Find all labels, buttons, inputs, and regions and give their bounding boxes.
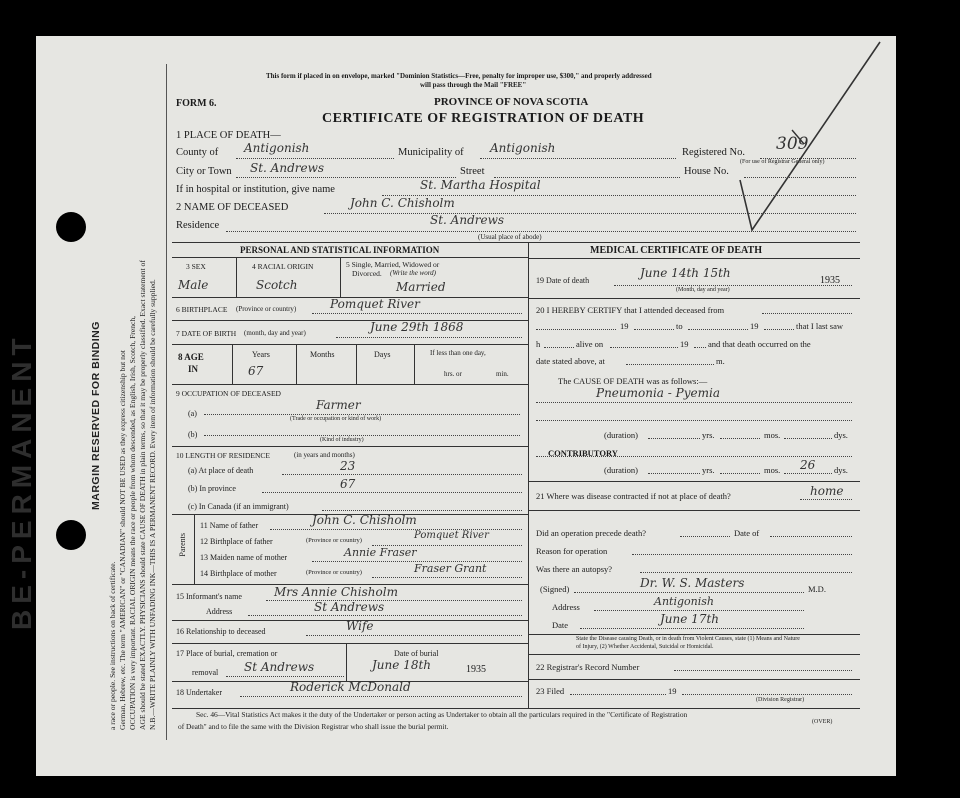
undertaker-label: 18 Undertaker (176, 688, 222, 697)
months-label: Months (310, 350, 335, 359)
margin-instructions-3: OCCUPATION is very important. RACIAL ORIGIN means the race or people from whom descended, as English, Irish, Scotch, French, (128, 315, 137, 730)
medical-heading: MEDICAL CERTIFICATE OF DEATH (590, 245, 762, 256)
registered-no-label: Registered No. (682, 147, 745, 158)
alive-on-label: alive on (576, 339, 604, 349)
contracted-value: home (810, 484, 844, 498)
hospital-label: If in hospital or institution, give name (176, 184, 335, 195)
m-label: m. (716, 356, 725, 366)
certify-19-a: 19 (620, 321, 629, 331)
mother-birthplace-label: 14 Birthplace of mother (200, 569, 277, 578)
disease-note-1: State the Disease causing Death, or in death from Violent Causes, state (1) Means and Nature (576, 636, 800, 642)
medical-address-label: Address (552, 602, 580, 612)
cause-label: The CAUSE OF DEATH was as follows:— (558, 376, 708, 386)
column-divider (528, 242, 529, 708)
operation-label: Did an operation precede death? (536, 528, 646, 538)
occupation-b-note: (Kind of industry) (320, 437, 364, 443)
medical-address-value: Antigonish (654, 595, 714, 608)
dob-note: (month, day and year) (244, 329, 306, 337)
binding-hole-bottom (56, 520, 86, 550)
registered-no-value: 309 (776, 134, 809, 154)
city-value: St. Andrews (250, 161, 325, 175)
sex-value: Male (178, 278, 209, 292)
disease-note-2: of Injury, (2) Whether Accidental, Suicidal or Homicidal. (576, 644, 714, 650)
sex-label: 3 SEX (186, 262, 206, 271)
occupation-a-note: (Trade or occupation or kind of work) (290, 416, 382, 422)
date-of-death-label: 19 Date of death (536, 276, 590, 285)
hospital-value: St. Martha Hospital (420, 178, 541, 192)
residence-note: (Usual place of abode) (478, 233, 542, 241)
county-value: Antigonish (244, 141, 310, 155)
form-number: FORM 6. (176, 98, 217, 109)
municipality-label: Municipality of (398, 147, 464, 158)
street-label: Street (460, 166, 485, 177)
certify-19-c: 19 (680, 339, 689, 349)
last-saw-label: that I last saw (796, 321, 843, 331)
age-label-1: 8 AGE (178, 352, 204, 362)
father-birthplace-value: Pomquet River (414, 530, 489, 541)
cause-value: Pneumonia - Pyemia (596, 386, 720, 400)
division-registrar-note: (Division Registrar) (756, 697, 805, 703)
margin-instructions-5: a race or people. See instructions on back of certificate. (108, 561, 117, 730)
municipality-value: Antigonish (490, 141, 556, 155)
contrib-days-value: 26 (800, 458, 816, 472)
signed-value: Dr. W. S. Masters (640, 576, 745, 590)
marital-value: Married (396, 280, 446, 294)
racial-value: Scotch (256, 278, 298, 292)
margin-instructions-2: AGE should be stated EXACTLY. PHYSICIANS should state CAUSE OF DEATH in plain terms, so that it may be properly classified. Exact statement of (138, 260, 147, 730)
informant-label: 15 Informant's name (176, 592, 242, 601)
deceased-name-value: John C. Chisholm (350, 196, 455, 210)
informant-address-label: Address (206, 607, 233, 616)
house-no-label: House No. (684, 166, 729, 177)
place-of-death-label: 1 PLACE OF DEATH— (176, 130, 281, 141)
mother-name-label: 13 Maiden name of mother (200, 553, 288, 562)
at-place-value: 23 (340, 459, 356, 473)
date-of-death-year: 1935 (820, 275, 840, 286)
registrar-general-note: (For use of Registrar General only) (740, 159, 825, 165)
less-than-day-label: If less than one day, (430, 349, 486, 357)
informant-address-value: St Andrews (314, 600, 385, 614)
burial-year-value: 1935 (466, 664, 486, 675)
burial-label-2: removal (192, 668, 219, 677)
show-through-stamp: BE-PERMANENT (6, 332, 37, 630)
contrib-dys-label: dys. (834, 465, 848, 475)
residence-length-label: 10 LENGTH OF RESIDENCE (176, 451, 270, 460)
medical-date-label: Date (552, 620, 569, 630)
dob-label: 7 DATE OF BIRTH (176, 329, 237, 338)
medical-date-value: June 17th (660, 612, 720, 626)
margin-instructions-4: German, Hebrew, etc. The term "AMERICAN" or "CANADIAN" should NOT BE USED as they express citizenship but not (118, 350, 127, 730)
date-of-death-note: (Month, day and year) (676, 287, 730, 293)
date-of-death-value: June 14th 15th (640, 266, 731, 280)
margin-instructions-1: N.B.—WRITE PLAINLY WITH UNFADING INK—THIS IS A PERMANENT RECORD. Every item of information should be carefully supplied. (148, 279, 157, 730)
relationship-value: Wife (346, 619, 374, 633)
certify-to-label: to (676, 321, 683, 331)
in-province-label: (b) In province (188, 484, 236, 493)
residence-length-note: (in years and months) (294, 451, 355, 459)
mail-notice-line-1: This form if placed in on envelope, marked "Dominion Statistics—Free, penalty for improper use, $300," and properly addressed (266, 72, 652, 80)
years-label: Years (252, 350, 270, 359)
marital-label-1: 5 Single, Married, Widowed or (346, 260, 440, 269)
age-label-2: IN (188, 364, 199, 374)
residence-label: Residence (176, 220, 220, 231)
marital-note: (Write the word) (390, 269, 437, 277)
date-of-burial-label: Date of burial (394, 649, 439, 658)
marital-label-2: Divorced. (352, 269, 382, 278)
filed-19-label: 19 (668, 686, 677, 696)
occupation-b-label: (b) (188, 430, 198, 439)
registrar-record-label: 22 Registrar's Record Number (536, 662, 640, 672)
page-title: CERTIFICATE OF REGISTRATION OF DEATH (322, 111, 645, 126)
at-place-label: (a) At place of death (188, 466, 254, 475)
reason-label: Reason for operation (536, 546, 608, 556)
in-canada-label: (c) In Canada (if an immigrant) (188, 502, 289, 511)
mother-name-value: Annie Fraser (344, 546, 417, 559)
filed-label: 23 Filed (536, 686, 565, 696)
cause-dys-label: dys. (834, 430, 848, 440)
hrs-label: hrs. or (444, 370, 462, 378)
md-label: M.D. (808, 584, 826, 594)
burial-label-1: 17 Place of burial, cremation or (176, 649, 278, 658)
mail-notice-line-2: will pass through the Mail "FREE" (420, 81, 527, 89)
contributory-label: CONTRIBUTORY (548, 448, 618, 458)
burial-date-value: June 18th (372, 658, 432, 672)
death-occurred-label: and that death occurred on the (708, 339, 811, 349)
signed-label: (Signed) (540, 584, 570, 594)
residence-value: St. Andrews (430, 213, 505, 227)
age-years-value: 67 (248, 364, 264, 378)
date-of-operation-label: Date of (734, 528, 760, 538)
dob-value: June 29th 1868 (370, 320, 464, 334)
racial-label: 4 RACIAL ORIGIN (252, 262, 314, 271)
occupation-a-label: (a) (188, 409, 197, 418)
mother-birthplace-note: (Province or country) (306, 569, 362, 576)
city-label: City or Town (176, 166, 232, 177)
binding-margin-label: MARGIN RESERVED FOR BINDING (90, 321, 102, 510)
section-46-line-1: Sec. 46—Vital Statistics Act makes it the duty of the Undertaker or person acting as Undertaker to obtain all the particulars required in the "Certificate of Registration (196, 710, 688, 719)
date-stated-label: date stated above, at (536, 356, 605, 366)
h-label: h (536, 339, 541, 349)
certify-19-b: 19 (750, 321, 759, 331)
father-birthplace-label: 12 Birthplace of father (200, 537, 273, 546)
parents-label: Parents (178, 533, 187, 557)
contrib-mos-label: mos. (764, 465, 781, 475)
father-name-label: 11 Name of father (200, 521, 259, 530)
min-label: min. (496, 370, 509, 378)
birthplace-value: Pomquet River (330, 297, 420, 311)
certify-label: 20 I HEREBY CERTIFY that I attended deceased from (536, 305, 725, 315)
contrib-duration-label: (duration) (604, 465, 638, 475)
county-label: County of (176, 147, 219, 158)
informant-value: Mrs Annie Chisholm (274, 585, 398, 599)
contrib-yrs-label: yrs. (702, 465, 715, 475)
registrar-check-mark (700, 40, 900, 240)
burial-place-value: St Andrews (244, 660, 315, 674)
father-name-value: John C. Chisholm (312, 513, 417, 527)
birthplace-note: (Province or country) (236, 305, 297, 313)
cause-mos-label: mos. (764, 430, 781, 440)
binding-margin-line (166, 64, 167, 740)
province-heading: PROVINCE OF NOVA SCOTIA (434, 96, 589, 108)
birthplace-label: 6 BIRTHPLACE (176, 305, 228, 314)
autopsy-label: Was there an autopsy? (536, 564, 613, 574)
over-label: (OVER) (812, 719, 833, 725)
binding-hole-top (56, 212, 86, 242)
cause-duration-label: (duration) (604, 430, 638, 440)
undertaker-value: Roderick McDonald (290, 680, 411, 694)
relationship-label: 16 Relationship to deceased (176, 627, 266, 636)
mother-birthplace-value: Fraser Grant (414, 562, 487, 575)
in-province-value: 67 (340, 477, 356, 491)
cause-yrs-label: yrs. (702, 430, 715, 440)
occupation-label: 9 OCCUPATION OF DECEASED (176, 389, 281, 398)
deceased-name-label: 2 NAME OF DECEASED (176, 202, 289, 213)
section-46-line-2: of Death" and to file the same with the Division Registrar who shall issue the burial permit. (178, 722, 449, 731)
days-label: Days (374, 350, 391, 359)
father-birthplace-note: (Province or country) (306, 537, 362, 544)
contracted-label: 21 Where was disease contracted if not at place of death? (536, 491, 731, 501)
occupation-value: Farmer (316, 398, 361, 412)
personal-heading: PERSONAL AND STATISTICAL INFORMATION (240, 245, 440, 255)
